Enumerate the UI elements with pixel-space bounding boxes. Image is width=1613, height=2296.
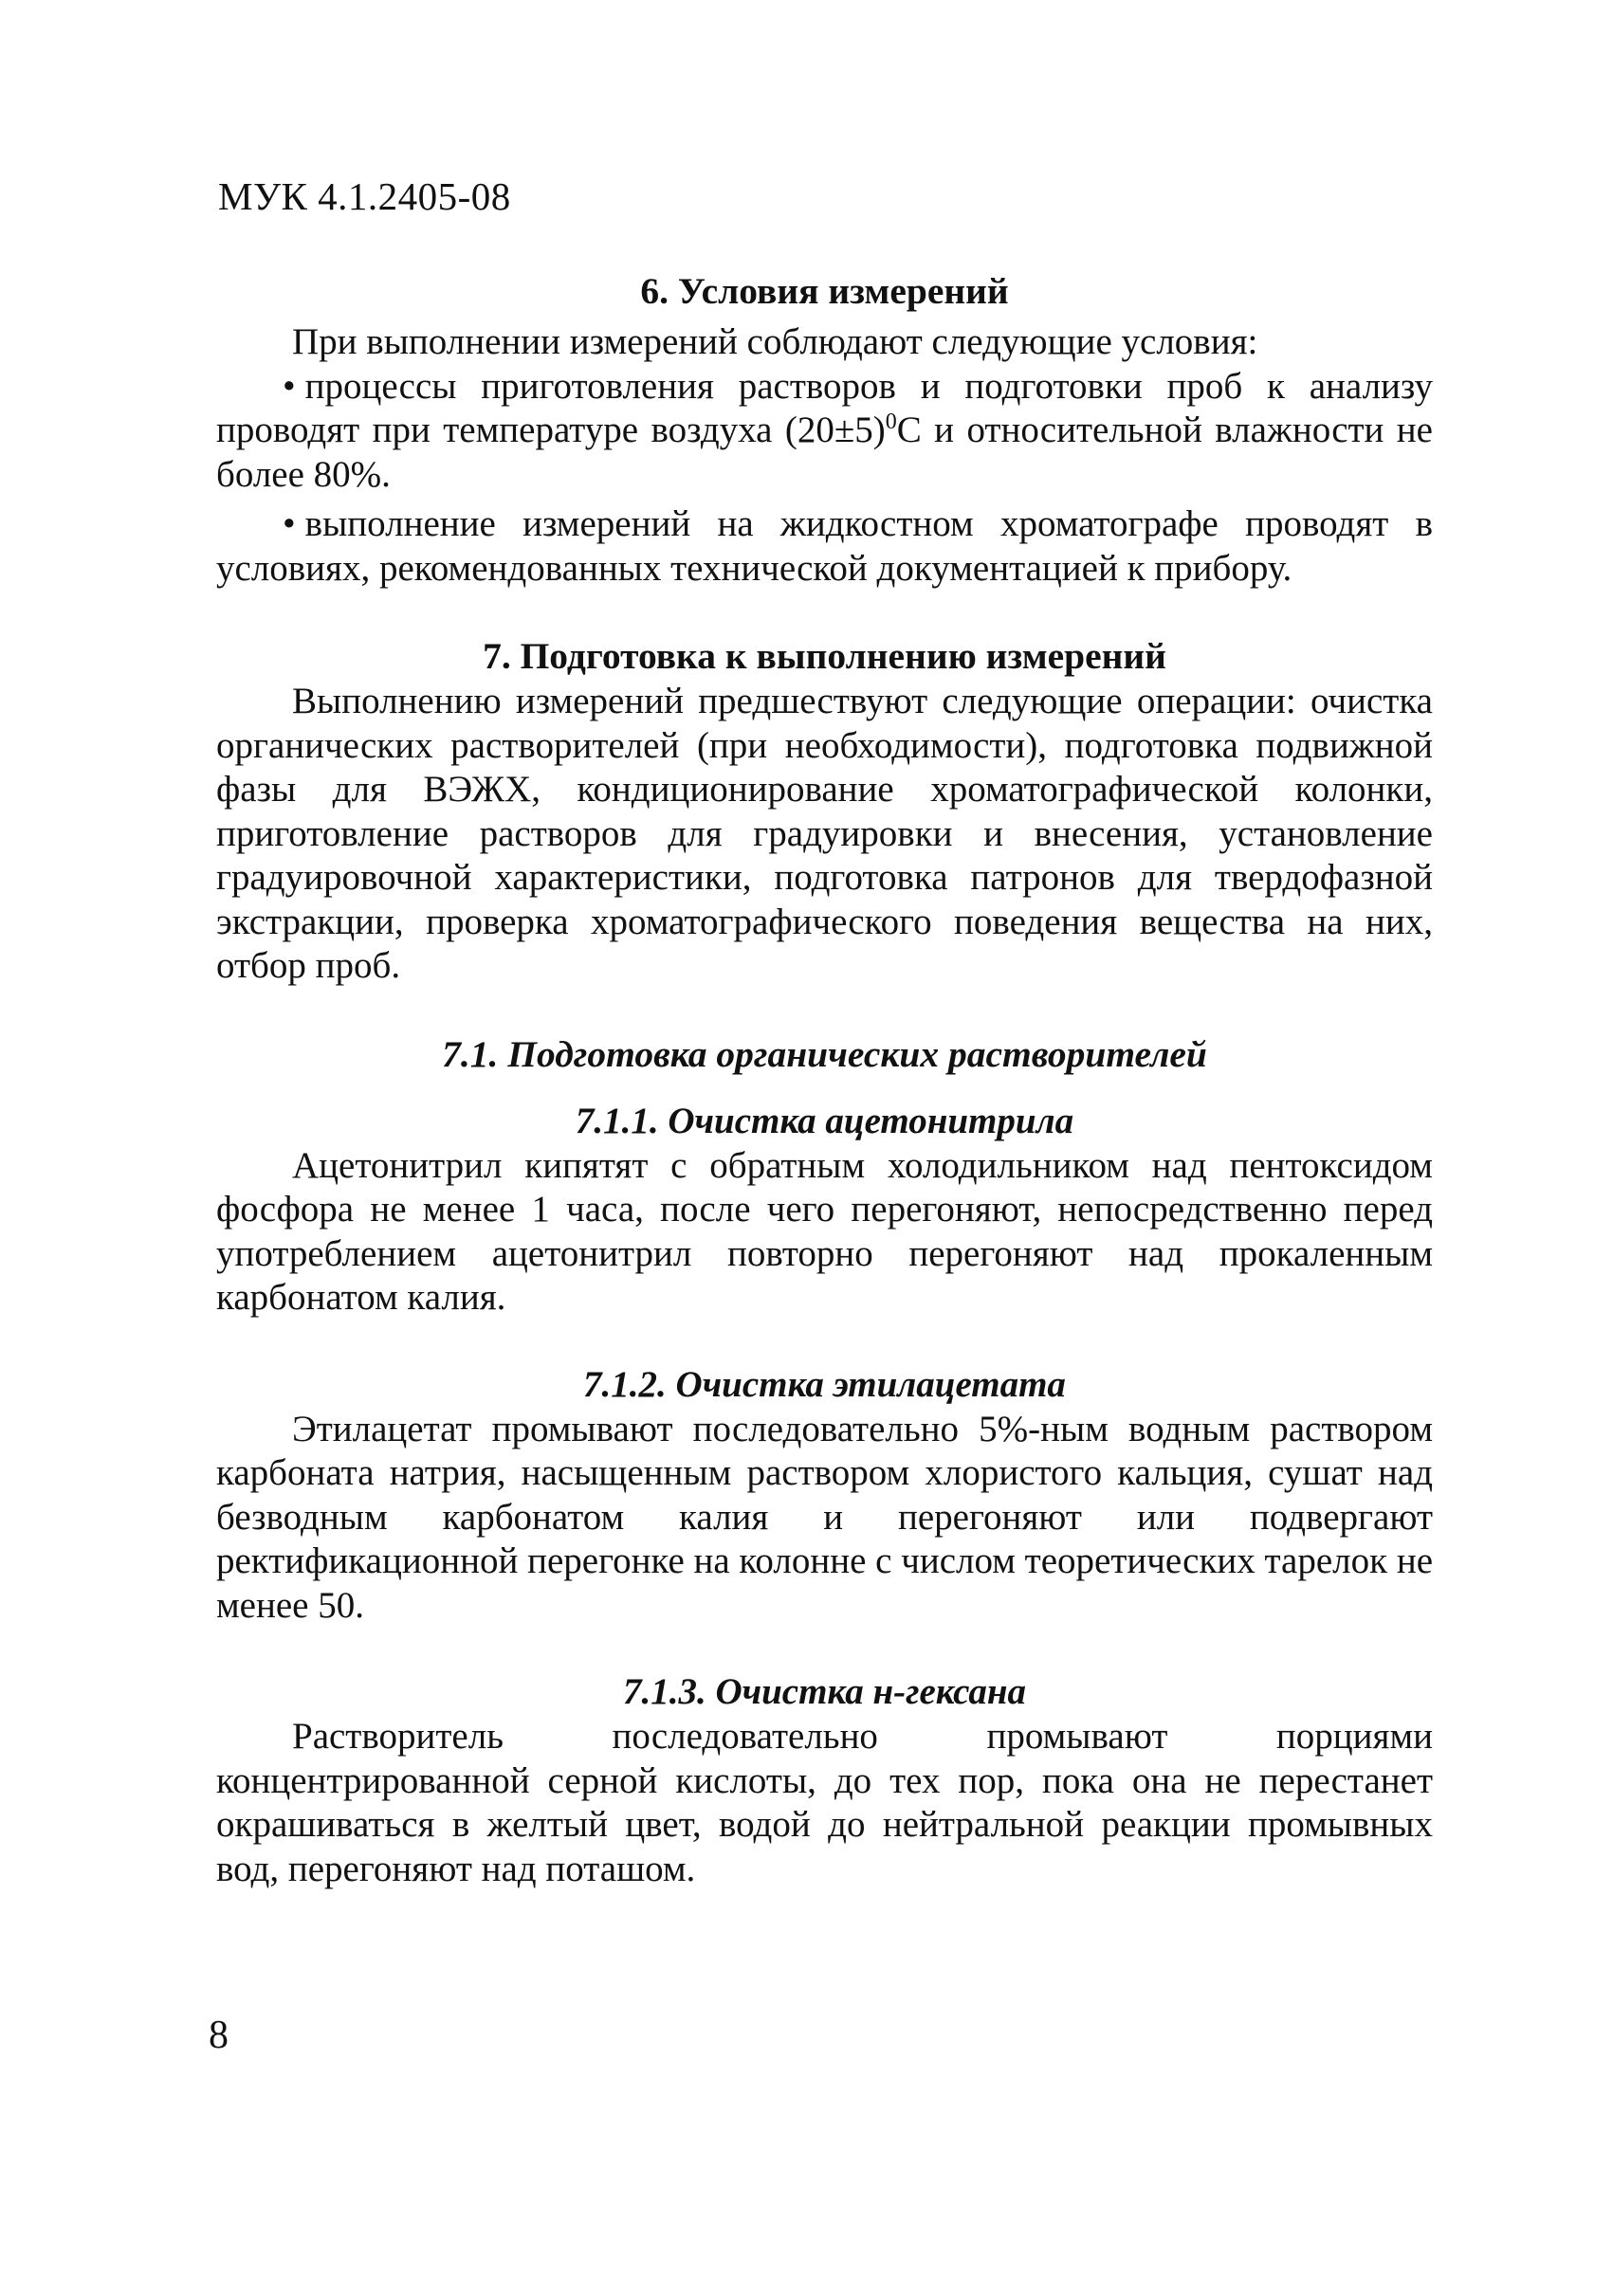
bullet-text: процессы приготовления растворов и подготовки проб к анализу проводят при температуре воздуха (20±5) xyxy=(216,365,1433,450)
spacer xyxy=(216,989,1433,1030)
spacer xyxy=(216,591,1433,632)
section-6-bullet-1 xyxy=(216,365,1433,498)
section-7-1-1-body: Ацетонитрил кипятят с обратным холодильником над пентоксидом фосфора не менее 1 часа, после чего перегоняют, непосредственно перед употреблением ацетонитрил повторно перегоняют над прокаленным карбонатом калия. xyxy=(216,1144,1433,1318)
document-code: МУК 4.1.2405-08 xyxy=(218,174,511,218)
section-7-1-3-body: Растворитель последовательно промывают порциями концентрированной серной кислоты, до тех пор, пока она не перестанет окрашиваться в желтый цвет, водой до нейтральной реакции промывных вод, перегоняют над поташом. xyxy=(216,1716,1433,1889)
section-7-body: Выполнению измерений предшествуют следующие операции: очистка органических растворителей (при необходимости), подготовка подвижной фазы для ВЭЖХ, кондиционирование хроматографической колонки, приготовление растворов для градуировки и внесения, установление градуировочной характеристики, подготовка патронов для твердофазной экстракции, проверка хроматографического поведения вещества на них, отбор проб. xyxy=(216,681,1433,986)
page-number: 8 xyxy=(209,2014,229,2057)
spacer xyxy=(216,1628,1433,1669)
section-7-1-1-heading: 7.1.1. Очистка ацетонитрила xyxy=(575,1100,1074,1141)
section-6-intro: При выполнении измерений соблюдают следующие условия: xyxy=(292,321,1258,362)
section-7-1-3-heading: 7.1.3. Очистка н-гексана xyxy=(622,1671,1027,1712)
section-7-1-2-heading: 7.1.2. Очистка этилацетата xyxy=(583,1363,1066,1405)
section-6-heading: 6. Условия измерений xyxy=(640,270,1009,312)
spacer xyxy=(216,1321,1433,1362)
page-content xyxy=(216,267,1433,1891)
section-6-bullet-2 xyxy=(216,502,1433,591)
section-7-heading: 7. Подготовка к выполнению измерений xyxy=(483,635,1166,677)
degree-superscript: 0 xyxy=(885,410,897,434)
section-7-1-heading: 7.1. Подготовка органических растворителей xyxy=(442,1032,1207,1075)
bullet-text: выполнение измерений на жидкостном хроматографе проводят в условиях, рекомендованных технической документацией к прибору. xyxy=(216,503,1433,589)
bullet-icon: • xyxy=(283,503,296,544)
spacer xyxy=(216,1078,1433,1099)
section-7-1-2-body: Этилацетат промывают последовательно 5%-ным водным раствором карбоната натрия, насыщенным раствором хлористого кальция, сушат над безводным карбонатом калия и перегоняют или подвергают ректификационной перегонке на колонне с числом теоретических тарелок не менее 50. xyxy=(216,1408,1433,1626)
bullet-icon: • xyxy=(283,365,296,407)
bullet-text-end: С и относительной влажности не более 80%. xyxy=(216,410,1433,495)
